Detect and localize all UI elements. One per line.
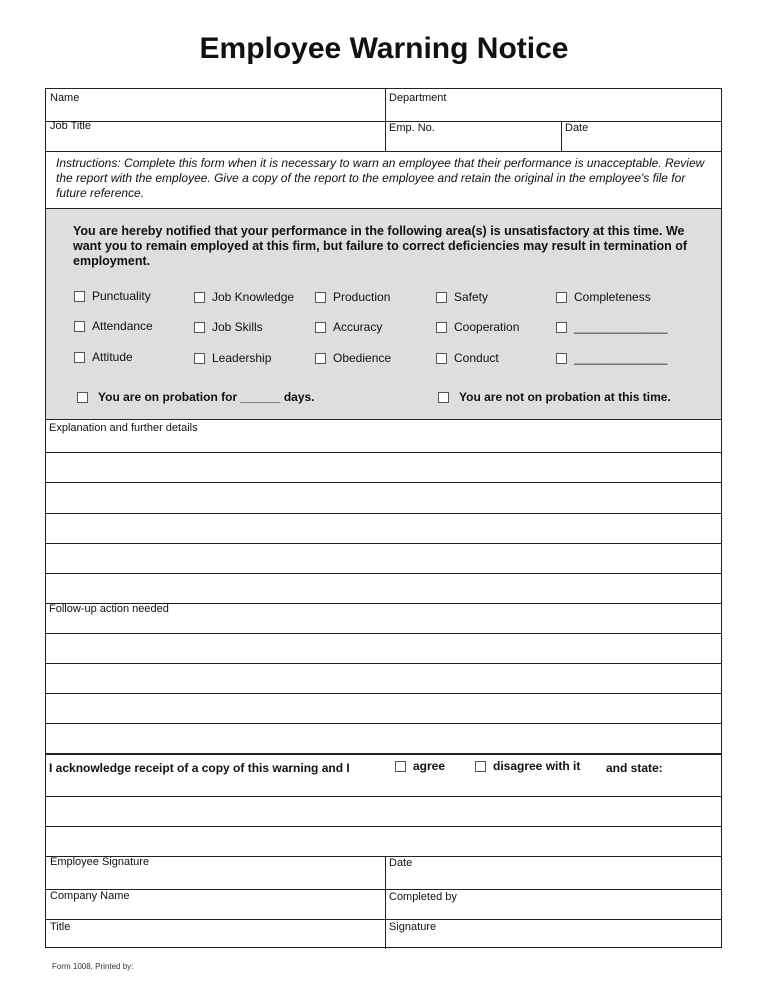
checkbox-disagree[interactable] bbox=[475, 759, 580, 773]
writing-line bbox=[46, 723, 721, 724]
label-punctuality: Punctuality bbox=[92, 289, 151, 303]
label-completeness: Completeness bbox=[574, 290, 651, 304]
signature-date-field[interactable] bbox=[385, 854, 721, 888]
page-title: Employee Warning Notice bbox=[199, 32, 569, 65]
checkbox-icon bbox=[74, 291, 85, 302]
writing-line bbox=[46, 513, 721, 514]
employee-signature-label: Employee Signature bbox=[50, 856, 150, 868]
emp-no-label: Emp. No. bbox=[389, 122, 435, 134]
signature-field[interactable] bbox=[385, 918, 721, 948]
writing-line bbox=[46, 693, 721, 694]
employee-signature-field[interactable] bbox=[46, 853, 385, 887]
checkbox-icon bbox=[315, 322, 326, 333]
checkbox-obedience[interactable] bbox=[315, 351, 391, 365]
writing-line bbox=[46, 796, 721, 797]
notice-text: You are hereby notified that your performance in the following area(s) is unsatisfactory at this time. We want you to remain employed at this firm, but failure to correct deficiencies may result in termination of employment. bbox=[73, 224, 688, 268]
and-state-text: and state: bbox=[606, 761, 663, 775]
label-other-2: ______________ bbox=[574, 351, 668, 365]
name-label: Name bbox=[50, 92, 80, 104]
job-title-label: Job Title bbox=[50, 120, 91, 132]
checkbox-icon bbox=[194, 322, 205, 333]
checkbox-attendance[interactable] bbox=[74, 319, 153, 333]
date-field[interactable] bbox=[561, 119, 721, 149]
label-agree: agree bbox=[413, 759, 446, 773]
label-job-skills: Job Skills bbox=[212, 320, 263, 334]
emp-no-field[interactable] bbox=[385, 119, 561, 149]
checkbox-job-skills[interactable] bbox=[194, 320, 263, 334]
company-name-label: Company Name bbox=[50, 890, 130, 902]
label-other-1: ______________ bbox=[574, 320, 668, 334]
label-safety: Safety bbox=[454, 290, 489, 304]
checkbox-safety[interactable] bbox=[436, 290, 488, 304]
checkbox-completeness[interactable] bbox=[556, 290, 651, 304]
warning-form bbox=[45, 88, 722, 948]
checkbox-no-probation[interactable] bbox=[438, 390, 671, 404]
checkbox-icon bbox=[194, 353, 205, 364]
checkbox-icon bbox=[315, 353, 326, 364]
checkbox-icon bbox=[436, 322, 447, 333]
followup-label: Follow-up action needed bbox=[49, 603, 169, 615]
label-leadership: Leadership bbox=[212, 351, 272, 365]
label-attitude: Attitude bbox=[92, 350, 133, 364]
checkbox-leadership[interactable] bbox=[194, 351, 271, 365]
checkbox-icon bbox=[436, 292, 447, 303]
completed-by-field[interactable] bbox=[385, 888, 721, 918]
divider bbox=[46, 151, 721, 152]
checkbox-icon bbox=[315, 292, 326, 303]
checkbox-other-1[interactable] bbox=[556, 320, 667, 334]
checkbox-icon bbox=[556, 292, 567, 303]
title-field[interactable] bbox=[46, 918, 385, 948]
completed-by-label: Completed by bbox=[389, 891, 457, 903]
label-attendance: Attendance bbox=[92, 319, 153, 333]
writing-line bbox=[46, 573, 721, 574]
checkbox-other-2[interactable] bbox=[556, 351, 667, 365]
divider bbox=[46, 419, 721, 420]
form-footer: Form 1008, Printed by: bbox=[52, 962, 134, 971]
job-title-field[interactable] bbox=[46, 117, 385, 147]
label-accuracy: Accuracy bbox=[333, 320, 383, 334]
writing-line bbox=[46, 543, 721, 544]
label-obedience: Obedience bbox=[333, 351, 392, 365]
checkbox-icon bbox=[74, 352, 85, 363]
department-field[interactable] bbox=[385, 89, 722, 121]
checkbox-icon bbox=[438, 392, 449, 403]
writing-line bbox=[46, 482, 721, 483]
checkbox-icon bbox=[395, 761, 406, 772]
checkbox-icon bbox=[556, 322, 567, 333]
department-label: Department bbox=[389, 92, 447, 104]
label-probation: You are on probation for ______ days. bbox=[98, 390, 315, 404]
checkbox-icon bbox=[436, 353, 447, 364]
acknowledge-text: I acknowledge receipt of a copy of this warning and I bbox=[49, 761, 350, 775]
checkbox-icon bbox=[556, 353, 567, 364]
checkbox-production[interactable] bbox=[315, 290, 390, 304]
checkbox-icon bbox=[74, 321, 85, 332]
checkbox-agree[interactable] bbox=[395, 759, 445, 773]
checkbox-icon bbox=[475, 761, 486, 772]
checkbox-cooperation[interactable] bbox=[436, 320, 519, 334]
writing-line bbox=[46, 663, 721, 664]
checkbox-accuracy[interactable] bbox=[315, 320, 382, 334]
divider bbox=[46, 753, 721, 755]
checkbox-probation[interactable] bbox=[77, 390, 315, 404]
checkbox-job-knowledge[interactable] bbox=[194, 290, 294, 304]
checkbox-punctuality[interactable] bbox=[74, 289, 151, 303]
label-job-knowledge: Job Knowledge bbox=[212, 290, 295, 304]
company-name-field[interactable] bbox=[46, 887, 385, 917]
writing-line bbox=[46, 452, 721, 453]
checkbox-attitude[interactable] bbox=[74, 350, 133, 364]
writing-line bbox=[46, 826, 721, 827]
date-label: Date bbox=[565, 122, 589, 134]
signature-date-label: Date bbox=[389, 857, 413, 869]
writing-line bbox=[46, 633, 721, 634]
checkbox-icon bbox=[194, 292, 205, 303]
label-no-probation: You are not on probation at this time. bbox=[459, 390, 671, 404]
title-label: Title bbox=[50, 921, 71, 933]
instructions: Instructions: Complete this form when it is necessary to warn an employee that their performance is unacceptable. Review the report with the employee. Give a copy of the report to the employee and retain the original in the employee's file for future reference. bbox=[56, 156, 705, 200]
label-cooperation: Cooperation bbox=[454, 320, 520, 334]
checkbox-icon bbox=[77, 392, 88, 403]
explanation-label: Explanation and further details bbox=[49, 422, 198, 434]
label-production: Production bbox=[333, 290, 391, 304]
signature-label: Signature bbox=[389, 921, 437, 933]
label-disagree: disagree with it bbox=[493, 759, 581, 773]
checkbox-conduct[interactable] bbox=[436, 351, 499, 365]
label-conduct: Conduct bbox=[454, 351, 499, 365]
